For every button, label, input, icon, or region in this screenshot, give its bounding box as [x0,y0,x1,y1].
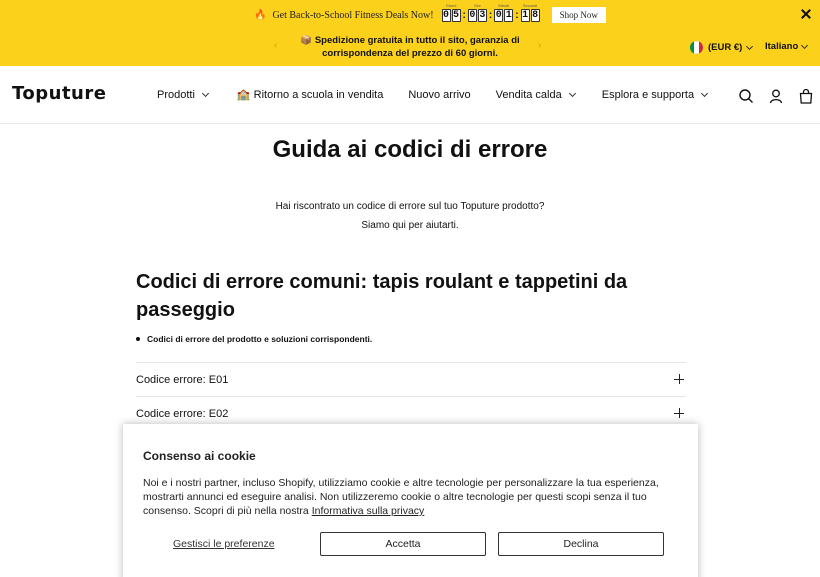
accordion-label: Codice errore: E02 [136,408,229,420]
countdown-digit: 1 [505,9,512,21]
bullet-dot [136,337,140,341]
shop-now-button[interactable]: Shop Now [552,7,606,23]
announcement-bar [0,30,820,66]
countdown-seconds [521,2,540,22]
cookie-body-text: Noi e i nostri partner, incluso Shopify, utilizziamo cookie e altre tecnologie per personalizzare la tua esperienza, mostrarti annunci ed eseguire analisi. Non utilizzeremo cookie o altre tecnologie per questi scopi senza il tuo consenso. Scopri di più nella nostra [143,477,659,517]
promo-text: Get Back-to-School Fitness Deals Now! [272,9,434,21]
nav-item-nuovo-arrivo[interactable] [408,89,470,101]
nav-item-esplora-supporta[interactable] [602,89,707,101]
account-icon[interactable] [768,88,784,104]
accordion-label: Codice errore: E01 [136,374,229,386]
plus-icon [674,408,684,418]
italy-flag-icon [690,41,703,54]
cookie-consent-dialog [123,424,698,577]
countdown-caption: Giorni [445,2,457,8]
countdown-caption: Ore [474,2,481,8]
nav-item-label: Prodotti [157,88,195,101]
countdown-separator: : [462,9,466,21]
countdown-hours [468,2,487,22]
flame-icon: 🔥 [254,9,267,21]
countdown-timer [442,2,540,22]
manage-preferences-link[interactable]: Gestisci le preferenze [173,538,275,550]
intro-line: Siamo qui per aiutarti. [361,220,459,231]
announcement-text [290,34,530,60]
intro-line: Hai riscontrato un codice di errore sul tuo Toputure prodotto? [275,201,545,212]
countdown-digit: 0 [469,9,476,21]
main-nav [157,88,707,101]
privacy-policy-link[interactable]: Informativa sulla privacy [311,505,425,517]
package-icon: 📦 [300,35,313,46]
chevron-down-icon [202,89,209,96]
chevron-down-icon [701,89,708,96]
nav-item-label: Vendita calda [495,88,562,101]
intro-text [0,197,820,235]
chevron-down-icon [569,89,576,96]
promo-bar [0,0,820,30]
countdown-digit: 0 [443,9,450,21]
cookie-body [143,476,683,518]
countdown-days [442,2,461,22]
countdown-digit: 0 [495,9,502,21]
nav-item-label: 🏫 Ritorno a scuola in vendita [236,89,384,101]
header-actions [738,88,814,104]
countdown-caption: Minuti [498,2,510,8]
countdown-separator: : [488,9,493,21]
nav-item-vendita-calda[interactable] [496,89,575,101]
cookie-title: Consenso ai cookie [143,449,256,463]
accept-button[interactable]: Accetta [320,532,486,556]
nav-item-prodotti[interactable] [157,89,208,101]
bullet-text: Codici di errore del prodotto e soluzioni corrispondenti. [147,334,373,344]
cart-icon[interactable] [798,88,814,104]
countdown-digit: 8 [532,9,539,21]
accordion-item-e01[interactable] [136,362,686,396]
countdown-digit: 5 [453,9,460,21]
language-selector[interactable] [765,41,807,52]
currency-label: (EUR €) [708,42,743,53]
promo-content [254,2,606,23]
countdown-minutes [494,2,513,22]
currency-selector[interactable] [690,41,752,54]
countdown-caption: Secondi [522,2,538,8]
decline-button[interactable]: Declina [498,532,664,556]
nav-item-label: Esplora e supporta [601,88,695,101]
language-label: Italiano [765,41,799,52]
nav-item-label: Nuovo arrivo [408,88,471,101]
brand-logo[interactable]: Toputure [12,83,107,104]
search-icon[interactable] [738,88,754,104]
countdown-digit: 3 [479,9,486,21]
section-title: Codici di errore comuni: tapis roulant e tappetini da passeggio [136,271,628,321]
bullet-item [136,334,372,344]
chevron-down-icon [801,41,808,48]
page-title: Guida ai codici di errore [272,136,548,163]
chevron-down-icon [746,42,753,49]
close-icon[interactable] [800,8,812,20]
plus-icon [674,374,684,384]
countdown-separator: : [515,9,519,21]
site-header [0,66,820,124]
chevron-left-icon[interactable]: ‹ [274,40,278,51]
chevron-right-icon[interactable]: › [538,40,542,51]
announcement-message: Spedizione gratuita in tutto il sito, garanzia di corrispondenza del prezzo di 60 giorni. [314,35,520,59]
nav-item-back-to-school[interactable] [237,88,383,101]
countdown-digit: 1 [522,9,529,21]
